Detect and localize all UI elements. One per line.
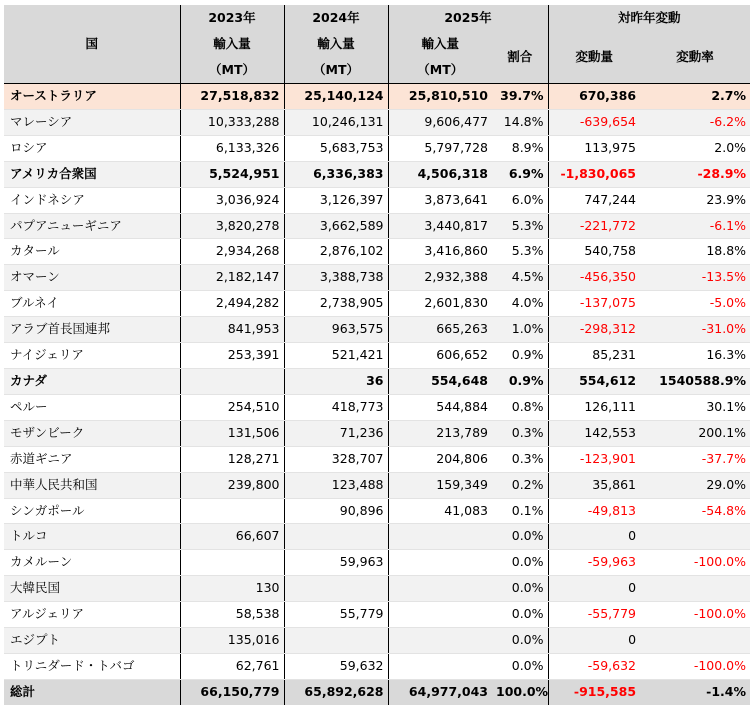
total-2025: 64,977,043 xyxy=(388,679,492,705)
change-rate xyxy=(640,628,750,654)
import-2024: 2,738,905 xyxy=(284,291,388,317)
col-header-2025: 2025年 xyxy=(388,5,548,31)
table-row xyxy=(4,291,750,317)
col-header-2023: 2023年 xyxy=(180,5,284,31)
share-2025: 0.0% xyxy=(492,628,548,654)
change-rate: -13.5% xyxy=(640,265,750,291)
total-change-rate: -1.4% xyxy=(640,679,750,705)
table-row xyxy=(4,213,750,239)
change-rate: 30.1% xyxy=(640,394,750,420)
change-qty: 142,553 xyxy=(548,420,640,446)
import-2023 xyxy=(180,368,284,394)
country-name: 中華人民共和国 xyxy=(4,472,180,498)
change-qty: -49,813 xyxy=(548,498,640,524)
country-name: マレーシア xyxy=(4,109,180,135)
import-2024: 10,246,131 xyxy=(284,109,388,135)
share-2025: 1.0% xyxy=(492,317,548,343)
import-2025 xyxy=(388,550,492,576)
import-2023: 58,538 xyxy=(180,602,284,628)
import-2024: 6,336,383 xyxy=(284,161,388,187)
import-2023 xyxy=(180,498,284,524)
change-rate: 23.9% xyxy=(640,187,750,213)
import-2023: 5,524,951 xyxy=(180,161,284,187)
import-2025 xyxy=(388,576,492,602)
import-2025: 41,083 xyxy=(388,498,492,524)
import-2023: 6,133,326 xyxy=(180,135,284,161)
table-row xyxy=(4,239,750,265)
col-header-change-rate: 変動率 xyxy=(640,31,750,84)
change-qty: 113,975 xyxy=(548,135,640,161)
import-2025: 3,440,817 xyxy=(388,213,492,239)
import-2024: 2,876,102 xyxy=(284,239,388,265)
import-2025 xyxy=(388,628,492,654)
change-rate: -28.9% xyxy=(640,161,750,187)
change-qty: 0 xyxy=(548,628,640,654)
import-2024: 55,779 xyxy=(284,602,388,628)
country-name: オーストラリア xyxy=(4,84,180,110)
total-row xyxy=(4,679,750,705)
change-rate: -100.0% xyxy=(640,602,750,628)
import-2023: 130 xyxy=(180,576,284,602)
change-qty: 670,386 xyxy=(548,84,640,110)
change-rate: -100.0% xyxy=(640,653,750,679)
import-2024: 36 xyxy=(284,368,388,394)
share-2025: 6.9% xyxy=(492,161,548,187)
change-qty: 0 xyxy=(548,524,640,550)
change-qty: -456,350 xyxy=(548,265,640,291)
country-name: シンガポール xyxy=(4,498,180,524)
country-name: 大韓民国 xyxy=(4,576,180,602)
col-header-2025-unit: （MT） xyxy=(388,57,492,84)
import-2024: 328,707 xyxy=(284,446,388,472)
change-rate: 200.1% xyxy=(640,420,750,446)
import-2024: 71,236 xyxy=(284,420,388,446)
change-rate: -6.2% xyxy=(640,109,750,135)
change-rate: 29.0% xyxy=(640,472,750,498)
import-2023: 3,820,278 xyxy=(180,213,284,239)
share-2025: 0.8% xyxy=(492,394,548,420)
import-2023: 841,953 xyxy=(180,317,284,343)
change-qty: -639,654 xyxy=(548,109,640,135)
share-2025: 0.2% xyxy=(492,472,548,498)
share-2025: 39.7% xyxy=(492,84,548,110)
table-row xyxy=(4,343,750,369)
share-2025: 0.0% xyxy=(492,550,548,576)
change-rate: 18.8% xyxy=(640,239,750,265)
country-name: ペルー xyxy=(4,394,180,420)
import-2025: 4,506,318 xyxy=(388,161,492,187)
table-row xyxy=(4,109,750,135)
share-2025: 14.8% xyxy=(492,109,548,135)
change-qty: -221,772 xyxy=(548,213,640,239)
total-change-qty: -915,585 xyxy=(548,679,640,705)
share-2025: 8.9% xyxy=(492,135,548,161)
import-2023: 62,761 xyxy=(180,653,284,679)
change-qty: -298,312 xyxy=(548,317,640,343)
share-2025: 0.0% xyxy=(492,576,548,602)
table-row xyxy=(4,187,750,213)
table-row xyxy=(4,628,750,654)
country-name: カメルーン xyxy=(4,550,180,576)
share-2025: 6.0% xyxy=(492,187,548,213)
import-2023: 131,506 xyxy=(180,420,284,446)
import-2025 xyxy=(388,524,492,550)
col-header-change-qty: 変動量 xyxy=(548,31,640,84)
table-row xyxy=(4,420,750,446)
import-2025 xyxy=(388,602,492,628)
share-2025: 0.0% xyxy=(492,602,548,628)
share-2025: 4.5% xyxy=(492,265,548,291)
col-header-share: 割合 xyxy=(492,31,548,84)
import-2023: 239,800 xyxy=(180,472,284,498)
share-2025: 0.9% xyxy=(492,343,548,369)
import-2025: 204,806 xyxy=(388,446,492,472)
import-2023: 3,036,924 xyxy=(180,187,284,213)
change-rate: 1540588.9% xyxy=(640,368,750,394)
change-rate: 16.3% xyxy=(640,343,750,369)
col-header-2024-import: 輸入量 xyxy=(284,31,388,57)
table-row xyxy=(4,524,750,550)
import-2023: 2,494,282 xyxy=(180,291,284,317)
table-row xyxy=(4,265,750,291)
import-2024: 3,126,397 xyxy=(284,187,388,213)
import-2023: 66,607 xyxy=(180,524,284,550)
table-row xyxy=(4,498,750,524)
import-2024: 963,575 xyxy=(284,317,388,343)
country-name: カナダ xyxy=(4,368,180,394)
table-row xyxy=(4,472,750,498)
import-2025: 2,932,388 xyxy=(388,265,492,291)
share-2025: 5.3% xyxy=(492,213,548,239)
table-row xyxy=(4,550,750,576)
change-rate: -100.0% xyxy=(640,550,750,576)
import-2024: 90,896 xyxy=(284,498,388,524)
country-name: ナイジェリア xyxy=(4,343,180,369)
change-rate: -37.7% xyxy=(640,446,750,472)
share-2025: 0.9% xyxy=(492,368,548,394)
import-2024 xyxy=(284,628,388,654)
col-header-2023-import: 輸入量 xyxy=(180,31,284,57)
total-label: 総計 xyxy=(4,679,180,705)
table-row xyxy=(4,394,750,420)
country-name: アルジェリア xyxy=(4,602,180,628)
share-2025: 0.1% xyxy=(492,498,548,524)
col-header-country: 国 xyxy=(4,5,180,84)
change-qty: -137,075 xyxy=(548,291,640,317)
table-row xyxy=(4,576,750,602)
country-name: トリニダード・トバゴ xyxy=(4,653,180,679)
import-2023: 128,271 xyxy=(180,446,284,472)
import-2023: 135,016 xyxy=(180,628,284,654)
col-header-change: 対昨年変動 xyxy=(548,5,750,31)
change-qty: 0 xyxy=(548,576,640,602)
change-qty: 747,244 xyxy=(548,187,640,213)
country-name: アラブ首長国連邦 xyxy=(4,317,180,343)
import-2025: 3,416,860 xyxy=(388,239,492,265)
import-2023: 2,934,268 xyxy=(180,239,284,265)
change-rate xyxy=(640,576,750,602)
import-2025: 25,810,510 xyxy=(388,84,492,110)
table-row xyxy=(4,84,750,110)
share-2025: 4.0% xyxy=(492,291,548,317)
import-2024: 418,773 xyxy=(284,394,388,420)
import-2025: 2,601,830 xyxy=(388,291,492,317)
import-2024: 25,140,124 xyxy=(284,84,388,110)
header-row-1 xyxy=(4,5,750,31)
country-name: トルコ xyxy=(4,524,180,550)
import-2025: 544,884 xyxy=(388,394,492,420)
country-name: ロシア xyxy=(4,135,180,161)
country-name: パプアニューギニア xyxy=(4,213,180,239)
import-2024: 3,388,738 xyxy=(284,265,388,291)
change-rate: -31.0% xyxy=(640,317,750,343)
import-2024: 3,662,589 xyxy=(284,213,388,239)
import-2024: 59,632 xyxy=(284,653,388,679)
change-rate xyxy=(640,524,750,550)
col-header-2024: 2024年 xyxy=(284,5,388,31)
total-2023: 66,150,779 xyxy=(180,679,284,705)
change-rate: -6.1% xyxy=(640,213,750,239)
change-rate: -5.0% xyxy=(640,291,750,317)
table-row xyxy=(4,317,750,343)
import-2025: 606,652 xyxy=(388,343,492,369)
share-2025: 0.0% xyxy=(492,524,548,550)
table-row xyxy=(4,368,750,394)
country-name: モザンビーク xyxy=(4,420,180,446)
change-qty: -59,632 xyxy=(548,653,640,679)
col-header-2023-unit: （MT） xyxy=(180,57,284,84)
country-name: インドネシア xyxy=(4,187,180,213)
change-qty: 540,758 xyxy=(548,239,640,265)
import-2023: 254,510 xyxy=(180,394,284,420)
change-qty: 554,612 xyxy=(548,368,640,394)
table-body xyxy=(4,84,750,705)
country-name: アメリカ合衆国 xyxy=(4,161,180,187)
table-row xyxy=(4,161,750,187)
country-name: ブルネイ xyxy=(4,291,180,317)
change-qty: 35,861 xyxy=(548,472,640,498)
import-2023: 27,518,832 xyxy=(180,84,284,110)
share-2025: 0.3% xyxy=(492,420,548,446)
import-2024: 5,683,753 xyxy=(284,135,388,161)
share-2025: 5.3% xyxy=(492,239,548,265)
import-2025: 665,263 xyxy=(388,317,492,343)
import-2024: 59,963 xyxy=(284,550,388,576)
country-name: エジプト xyxy=(4,628,180,654)
import-2025: 9,606,477 xyxy=(388,109,492,135)
change-qty: -55,779 xyxy=(548,602,640,628)
total-2024: 65,892,628 xyxy=(284,679,388,705)
col-header-2024-unit: （MT） xyxy=(284,57,388,84)
import-2023: 10,333,288 xyxy=(180,109,284,135)
import-2024 xyxy=(284,524,388,550)
table-row xyxy=(4,135,750,161)
table-row xyxy=(4,446,750,472)
table-row xyxy=(4,602,750,628)
col-header-2025-import: 輸入量 xyxy=(388,31,492,57)
change-qty: -1,830,065 xyxy=(548,161,640,187)
import-2025: 5,797,728 xyxy=(388,135,492,161)
country-name: カタール xyxy=(4,239,180,265)
change-rate: 2.0% xyxy=(640,135,750,161)
import-2023: 253,391 xyxy=(180,343,284,369)
import-2023 xyxy=(180,550,284,576)
import-2024: 123,488 xyxy=(284,472,388,498)
import-2025: 213,789 xyxy=(388,420,492,446)
import-2025: 159,349 xyxy=(388,472,492,498)
import-2025 xyxy=(388,653,492,679)
lng-import-table xyxy=(4,5,750,705)
import-2024: 521,421 xyxy=(284,343,388,369)
change-rate: -54.8% xyxy=(640,498,750,524)
country-name: オマーン xyxy=(4,265,180,291)
total-share: 100.0% xyxy=(492,679,548,705)
change-qty: -59,963 xyxy=(548,550,640,576)
share-2025: 0.3% xyxy=(492,446,548,472)
table-row xyxy=(4,653,750,679)
change-qty: -123,901 xyxy=(548,446,640,472)
share-2025: 0.0% xyxy=(492,653,548,679)
change-rate: 2.7% xyxy=(640,84,750,110)
change-qty: 85,231 xyxy=(548,343,640,369)
change-qty: 126,111 xyxy=(548,394,640,420)
import-2024 xyxy=(284,576,388,602)
import-2023: 2,182,147 xyxy=(180,265,284,291)
import-2025: 554,648 xyxy=(388,368,492,394)
country-name: 赤道ギニア xyxy=(4,446,180,472)
import-2025: 3,873,641 xyxy=(388,187,492,213)
